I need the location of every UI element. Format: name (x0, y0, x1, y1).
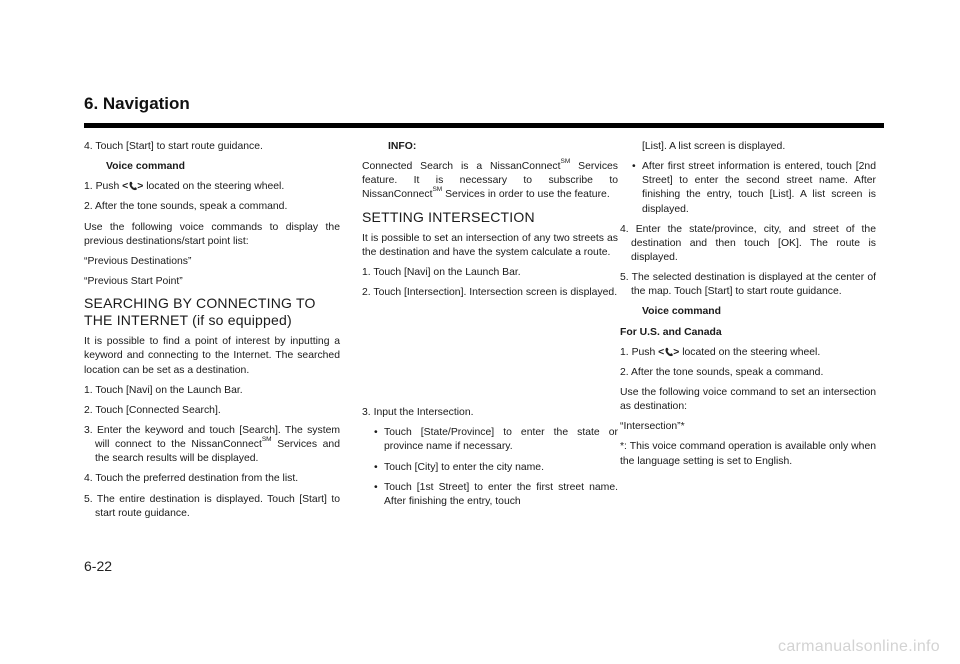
voice-command-heading-2: Voice command (642, 306, 721, 318)
voice-step-1b: 1. Push < > located on the steering wheel. (620, 346, 821, 358)
region-label: For U.S. and Canada (620, 326, 722, 338)
voice-step-2: 2. After the tone sounds, speak a command. (84, 201, 288, 213)
step-4: 4. Touch [Start] to start route guidance. (84, 141, 263, 152)
voice-command-heading: Voice command (106, 161, 185, 173)
screen-image-placeholder (362, 306, 618, 406)
header-rule (84, 123, 884, 128)
setting-intersection-heading: SETTING INTERSECTION (362, 208, 535, 225)
bullet-dot-icon: • (632, 161, 636, 173)
bullet-state: • Touch [State/Province] to enter the state or province name if necessary. (374, 427, 618, 453)
footnote: *: This voice command operation is available only when the language setting is set to English. (620, 441, 876, 467)
searching-heading: SEARCHING BY CONNECTING TO THE INTERNET (if so equipped) (84, 295, 316, 329)
bullet-1st-street: • Touch [1st Street] to enter the first street name. After finishing the entry, touch (374, 481, 618, 507)
bullet-2nd-street: • After first street information is entered, touch [2nd Street] to enter the second street name. After finishing the entry, touch [List]. A list screen is displayed. (632, 161, 876, 215)
search-step-1: 1. Touch [Navi] on the Launch Bar. (84, 384, 243, 396)
bullet-dot-icon: • (374, 461, 378, 473)
bullet-dot-icon: • (374, 427, 378, 439)
talk-switch-icon (128, 181, 137, 191)
column-2 (362, 140, 618, 515)
voice-step-1: 1. Push < > located on the steering wheel. (84, 181, 285, 193)
section-title: 6. Navigation (84, 94, 190, 113)
quote-previous-destinations: “Previous Destinations” (84, 255, 192, 267)
column-1 (84, 140, 340, 527)
intersection-step-1: 1. Touch [Navi] on the Launch Bar. (362, 266, 521, 278)
voice-step-2b: 2. After the tone sounds, speak a command. (620, 366, 824, 378)
search-step-5: 5. The entire destination is displayed. Touch [Start] to start route guidance. (84, 493, 341, 519)
quote-intersection: “Intersection”* (620, 421, 685, 433)
bullet-continuation: [List]. A list screen is displayed. (642, 141, 786, 152)
intersection-step-3: 3. Input the Intersection. (362, 407, 474, 419)
use-voice-text: Use the following voice commands to display the previous destinations/start point list: (84, 221, 340, 247)
search-step-3: 3. Enter the keyword and touch [Search]. The system will connect to the NissanConnect℠ Services and the search results will be displayed. (84, 424, 341, 465)
use-voice-text-2: Use the following voice command to set an intersection as destination: (620, 386, 876, 413)
watermark: carmanualsonline.info (778, 638, 940, 655)
column-3 (620, 140, 876, 475)
quote-previous-start-point: “Previous Start Point” (84, 275, 183, 287)
page-number: 6-22 (84, 558, 113, 574)
talk-switch-icon (664, 347, 673, 357)
info-text: Connected Search is a NissanConnect℠ Services feature. It is necessary to subscribe to NissanConnect℠ Services in order to use the feature. (362, 158, 618, 201)
intersection-step-2: 2. Touch [Intersection]. Intersection screen is displayed. (362, 287, 618, 299)
intersection-intro: It is possible to set an intersection of any two streets as the destination and have the system calculate a route. (362, 232, 618, 258)
bullet-city: • Touch [City] to enter the city name. (362, 461, 618, 475)
intersection-step-4: 4. Enter the state/province, city, and street of the destination and then touch [OK]. The route is displayed. (620, 223, 876, 263)
intersection-step-5: 5. The selected destination is displayed at the center of the map. Touch [Start] to start route guidance. (620, 272, 876, 298)
connected-search-intro: It is possible to find a point of interest by inputting a keyword and connecting to the Internet. The searched location can be set as a destination. (84, 336, 340, 376)
bullet-dot-icon: • (374, 481, 378, 493)
info-label: INFO: (388, 141, 417, 152)
search-step-4: 4. Touch the preferred destination from the list. (84, 473, 299, 485)
search-step-2: 2. Touch [Connected Search]. (84, 404, 221, 416)
